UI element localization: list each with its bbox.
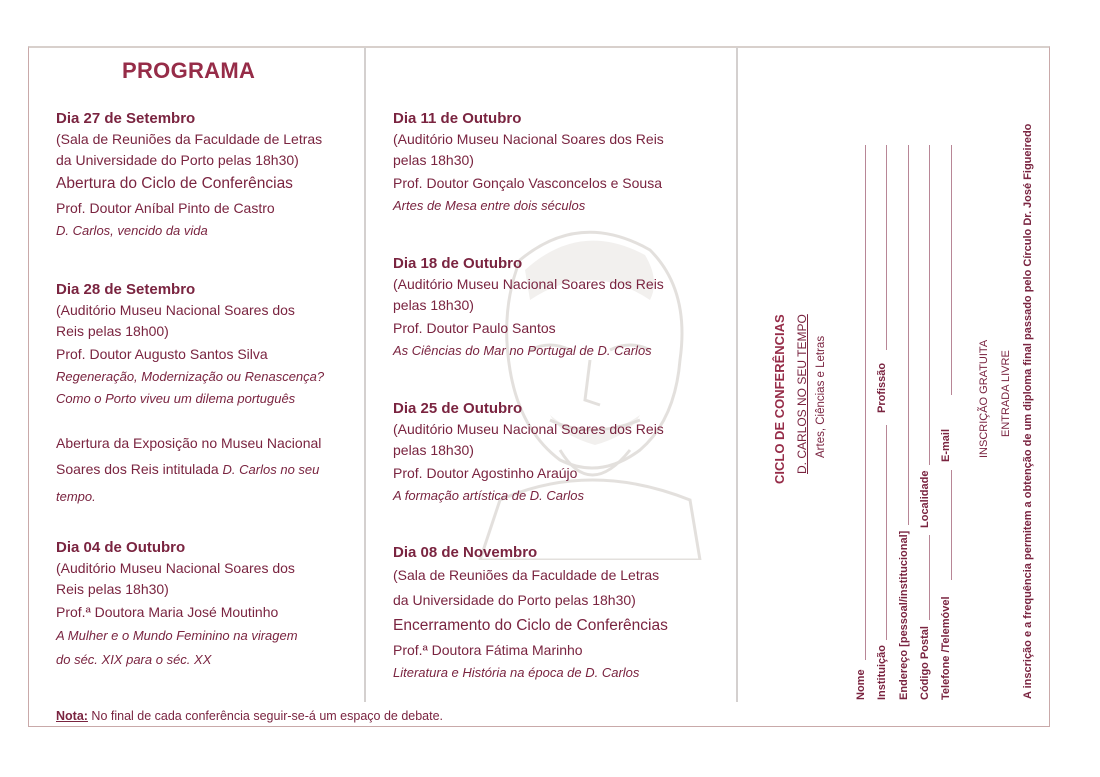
event-talk-title: A formação artística de D. Carlos	[393, 488, 584, 503]
event-day: Dia 27 de Setembro	[56, 110, 196, 127]
event-speaker: Prof. Doutor Agostinho Araújo	[393, 465, 578, 481]
registration-free-label: INSCRIÇÃO GRATUITA	[978, 339, 990, 458]
field-label-postal-code: Código Postal	[919, 626, 931, 700]
event-location: da Universidade do Porto pelas 18h30)	[56, 152, 299, 168]
event-location: (Auditório Museu Nacional Soares dos Reis	[393, 421, 664, 437]
name-field-line[interactable]	[865, 145, 866, 660]
event-location: (Auditório Museu Nacional Soares dos Reis	[393, 276, 664, 292]
event-location: pelas 18h30)	[393, 297, 474, 313]
event-location: (Sala de Reuniões da Faculdade de Letras	[393, 567, 660, 583]
field-label-phone: Telefone /Telemóvel	[940, 596, 952, 700]
event-speaker: Prof. Doutor Paulo Santos	[393, 320, 556, 336]
column-divider-1	[364, 47, 366, 702]
event-day: Dia 11 de Outubro	[393, 110, 522, 127]
event-talk-title: As Ciências do Mar no Portugal de D. Carlos	[393, 343, 652, 358]
event-speaker: Prof. Doutor Augusto Santos Silva	[56, 346, 268, 362]
locality-field-line[interactable]	[929, 145, 930, 465]
event-talk-title: do séc. XIX para o séc. XX	[56, 652, 212, 667]
event-talk-title: A Mulher e o Mundo Feminino na viragem	[56, 628, 298, 643]
event-speaker: Prof.ª Doutora Maria José Moutinho	[56, 604, 279, 620]
event-oct-04	[56, 537, 298, 672]
event-location: Reis pelas 18h30)	[56, 581, 169, 597]
cycle-title: CICLO DE CONFERÊNCIAS	[772, 314, 787, 484]
event-nov-08	[393, 542, 668, 684]
event-oct-11	[393, 108, 664, 217]
event-location: da Universidade do Porto pelas 18h30)	[393, 592, 636, 608]
cycle-tagline: Artes, Ciências e Letras	[815, 335, 827, 458]
free-entry-label: ENTRADA LIVRE	[1000, 350, 1012, 437]
event-speaker: Prof.ª Doutora Fátima Marinho	[393, 642, 583, 658]
event-location: (Auditório Museu Nacional Soares dos	[56, 560, 295, 576]
page-title: PROGRAMA	[122, 58, 256, 83]
event-day: Dia 18 de Outubro	[393, 255, 523, 272]
note-label: Nota:	[56, 709, 88, 723]
cycle-subtitle: D. CARLOS NO SEU TEMPO	[795, 314, 809, 474]
field-label-name: Nome	[855, 669, 867, 700]
event-location: (Auditório Museu Nacional Soares dos	[56, 302, 295, 318]
exhibition-line	[56, 456, 324, 483]
event-closing: Encerramento do Ciclo de Conferências	[393, 617, 668, 634]
event-talk-title: Artes de Mesa entre dois séculos	[393, 198, 586, 213]
exhibition-line-text: Soares dos Reis intitulada	[56, 461, 223, 477]
diploma-info: A inscrição e a frequência permitem a obtenção de um diploma final passado pelo Círculo Dr. José Figueiredo	[1022, 123, 1034, 699]
profession-field-line[interactable]	[886, 145, 887, 350]
event-talk-title: Literatura e História na época de D. Carlos	[393, 665, 640, 680]
event-sep-27	[56, 108, 322, 242]
column-divider-2	[736, 47, 738, 702]
exhibition-line: Abertura da Exposição no Museu Nacional	[56, 435, 322, 451]
event-day: Dia 08 de Novembro	[393, 544, 538, 561]
event-location: pelas 18h30)	[393, 442, 474, 458]
event-day: Dia 04 de Outubro	[56, 539, 186, 556]
note-text: No final de cada conferência seguir-se-á um espaço de debate.	[87, 709, 444, 723]
footnote	[56, 709, 443, 723]
postal-code-field-line[interactable]	[929, 535, 930, 620]
phone-field-line[interactable]	[951, 470, 952, 580]
event-talk-title: Como o Porto viveu um dilema português	[56, 391, 296, 406]
event-speaker: Prof. Doutor Aníbal Pinto de Castro	[56, 200, 275, 216]
event-speaker: Prof. Doutor Gonçalo Vasconcelos e Sousa	[393, 175, 663, 191]
exhibition-title: D. Carlos no seu	[222, 462, 320, 477]
field-label-locality: Localidade	[919, 470, 931, 528]
email-field-line[interactable]	[951, 145, 952, 395]
event-oct-18	[393, 253, 664, 362]
event-sep-28	[56, 279, 324, 510]
event-location: Reis pelas 18h00)	[56, 323, 169, 339]
event-oct-25	[393, 398, 664, 507]
event-talk-title: D. Carlos, vencido da vida	[56, 223, 208, 238]
event-location: pelas 18h30)	[393, 152, 474, 168]
field-label-institution: Instituição	[876, 644, 888, 700]
event-opening: Abertura do Ciclo de Conferências	[56, 175, 293, 192]
field-label-email: E-mail	[940, 428, 952, 462]
field-label-profession: Profissão	[876, 362, 888, 413]
event-talk-title: Regeneração, Modernização ou Renascença?	[56, 369, 325, 384]
institution-field-line[interactable]	[886, 425, 887, 640]
event-day: Dia 25 de Outubro	[393, 400, 523, 417]
exhibition-text	[56, 430, 324, 510]
address-field-line[interactable]	[908, 145, 909, 525]
exhibition-title: tempo.	[56, 489, 96, 504]
event-location: (Sala de Reuniões da Faculdade de Letras	[56, 131, 323, 147]
event-location: (Auditório Museu Nacional Soares dos Reis	[393, 131, 664, 147]
field-label-address: Endereço [pessoal/institucional]	[898, 530, 910, 700]
event-day: Dia 28 de Setembro	[56, 281, 196, 298]
